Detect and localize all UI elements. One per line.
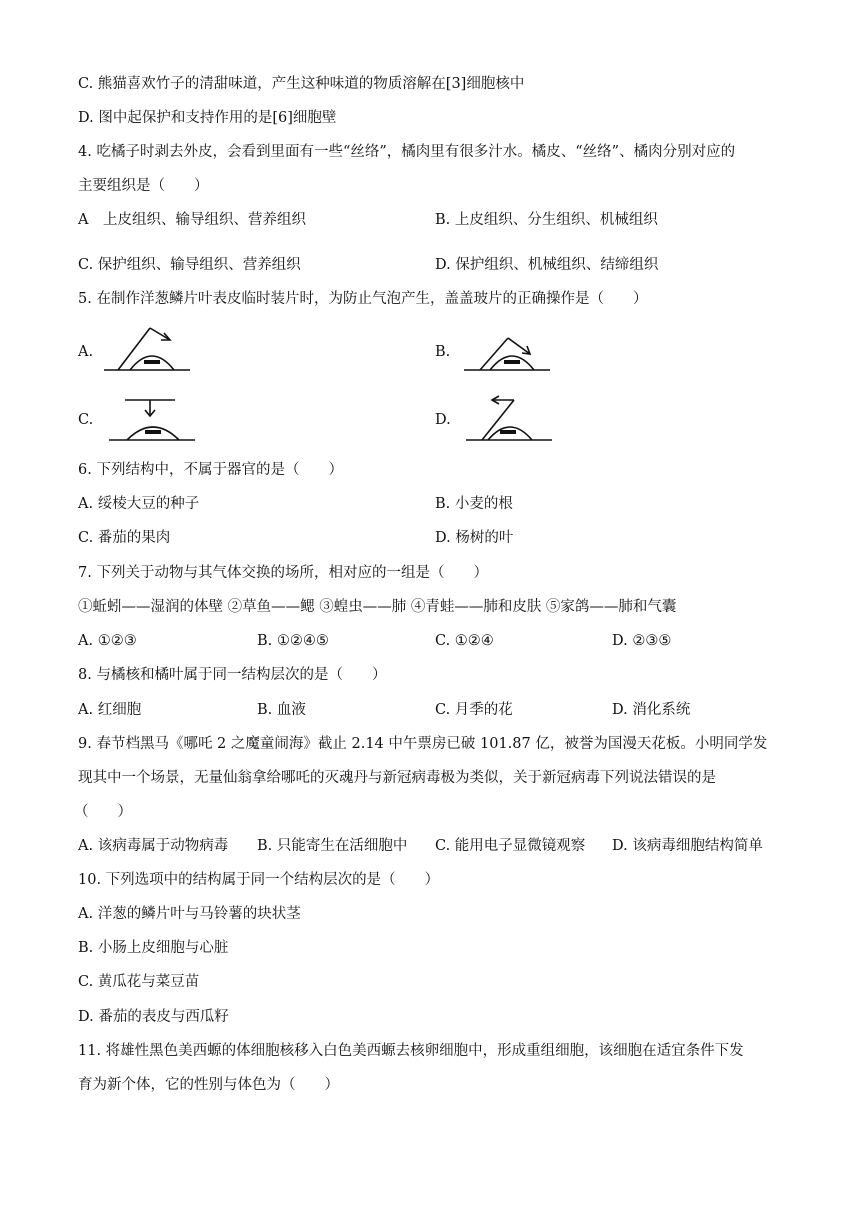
q8-option-a: A. 红细胞 (78, 702, 142, 718)
q5-label-c: C. (78, 412, 94, 428)
q9-stem-line-2: 现其中一个场景，无量仙翁拿给哪吒的灭魂丹与新冠病毒极为类似，关于新冠病毒下列说法错误的是 (78, 770, 716, 786)
q4-stem-line-1: 4. 吃橘子时剥去外皮，会看到里面有一些“丝络”，橘肉里有很多汁水。橘皮、“丝络”、橘肉分别对应的 (78, 144, 736, 160)
coverslip-diagram-d (462, 396, 557, 446)
coverslip-diagram-a (100, 326, 195, 376)
q5-label-a: A. (78, 344, 94, 360)
q10-option-a: A. 洋葱的鳞片叶与马铃薯的块状茎 (78, 906, 301, 922)
q9-stem-line-3: （ ） (74, 804, 132, 820)
q5-stem: 5. 在制作洋葱鳞片叶表皮临时装片时，为防止气泡产生，盖盖玻片的正确操作是（ ） (78, 291, 648, 307)
q6-option-b: B. 小麦的根 (435, 496, 513, 512)
q7-option-d: D. ②③⑤ (612, 633, 672, 649)
q7-stem: 7. 下列关于动物与其气体交换的场所，相对应的一组是（ ） (78, 565, 488, 581)
q9-option-d: D. 该病毒细胞结构简单 (612, 838, 763, 854)
q4-option-c: C. 保护组织、输导组织、营养组织 (78, 257, 301, 273)
q6-option-a: A. 绥棱大豆的种子 (78, 496, 200, 512)
q10-stem: 10. 下列选项中的结构属于同一个结构层次的是（ ） (78, 872, 440, 888)
q9-option-c: C. 能用电子显微镜观察 (435, 838, 586, 854)
coverslip-diagram-c (105, 396, 200, 446)
q11-stem-line-1: 11. 将雄性黑色美西螈的体细胞核移入白色美西螈去核卵细胞中，形成重组细胞，该细胞在适宜条件下发 (78, 1043, 744, 1059)
q8-option-b: B. 血液 (257, 702, 306, 718)
coverslip-diagram-b (460, 326, 555, 376)
q7-option-c: C. ①②④ (435, 633, 494, 649)
q11-stem-line-2: 育为新个体，它的性别与体色为（ ） (78, 1077, 339, 1093)
q10-option-d: D. 番茄的表皮与西瓜籽 (78, 1009, 229, 1025)
q4-stem-line-2: 主要组织是（ ） (78, 178, 209, 194)
q8-option-d: D. 消化系统 (612, 702, 691, 718)
q5-label-b: B. (435, 344, 451, 360)
q9-option-a: A. 该病毒属于动物病毒 (78, 838, 229, 854)
q8-option-c: C. 月季的花 (435, 702, 513, 718)
q5-label-d: D. (435, 412, 451, 428)
q6-stem: 6. 下列结构中，不属于器官的是（ ） (78, 462, 343, 478)
q10-option-b: B. 小肠上皮细胞与心脏 (78, 940, 229, 956)
q6-option-d: D. 杨树的叶 (435, 530, 514, 546)
q7-option-a: A. ①②③ (78, 633, 137, 649)
q3-option-c: C. 熊猫喜欢竹子的清甜味道，产生这种味道的物质溶解在[3]细胞核中 (78, 76, 525, 92)
q8-stem: 8. 与橘核和橘叶属于同一结构层次的是（ ） (78, 667, 387, 683)
q4-option-b: B. 上皮组织、分生组织、机械组织 (435, 212, 658, 228)
q4-option-a: A 上皮组织、输导组织、营养组织 (78, 212, 306, 228)
q7-items: ①蚯蚓——湿润的体壁 ②草鱼——鳃 ③蝗虫——肺 ④青蛙——肺和皮肤 ⑤家鸽——肺和气囊 (78, 599, 677, 615)
q4-option-d: D. 保护组织、机械组织、结缔组织 (435, 257, 659, 273)
q9-option-b: B. 只能寄生在活细胞中 (257, 838, 408, 854)
q9-stem-line-1: 9. 春节档黑马《哪吒 2 之魔童闹海》截止 2.14 中午票房已破 101.87 亿，被誉为国漫天花板。小明同学发 (78, 736, 768, 752)
q7-option-b: B. ①②④⑤ (257, 633, 329, 649)
q6-option-c: C. 番茄的果肉 (78, 530, 171, 546)
q3-option-d: D. 图中起保护和支持作用的是[6]细胞壁 (78, 110, 337, 126)
q10-option-c: C. 黄瓜花与菜豆苗 (78, 974, 200, 990)
